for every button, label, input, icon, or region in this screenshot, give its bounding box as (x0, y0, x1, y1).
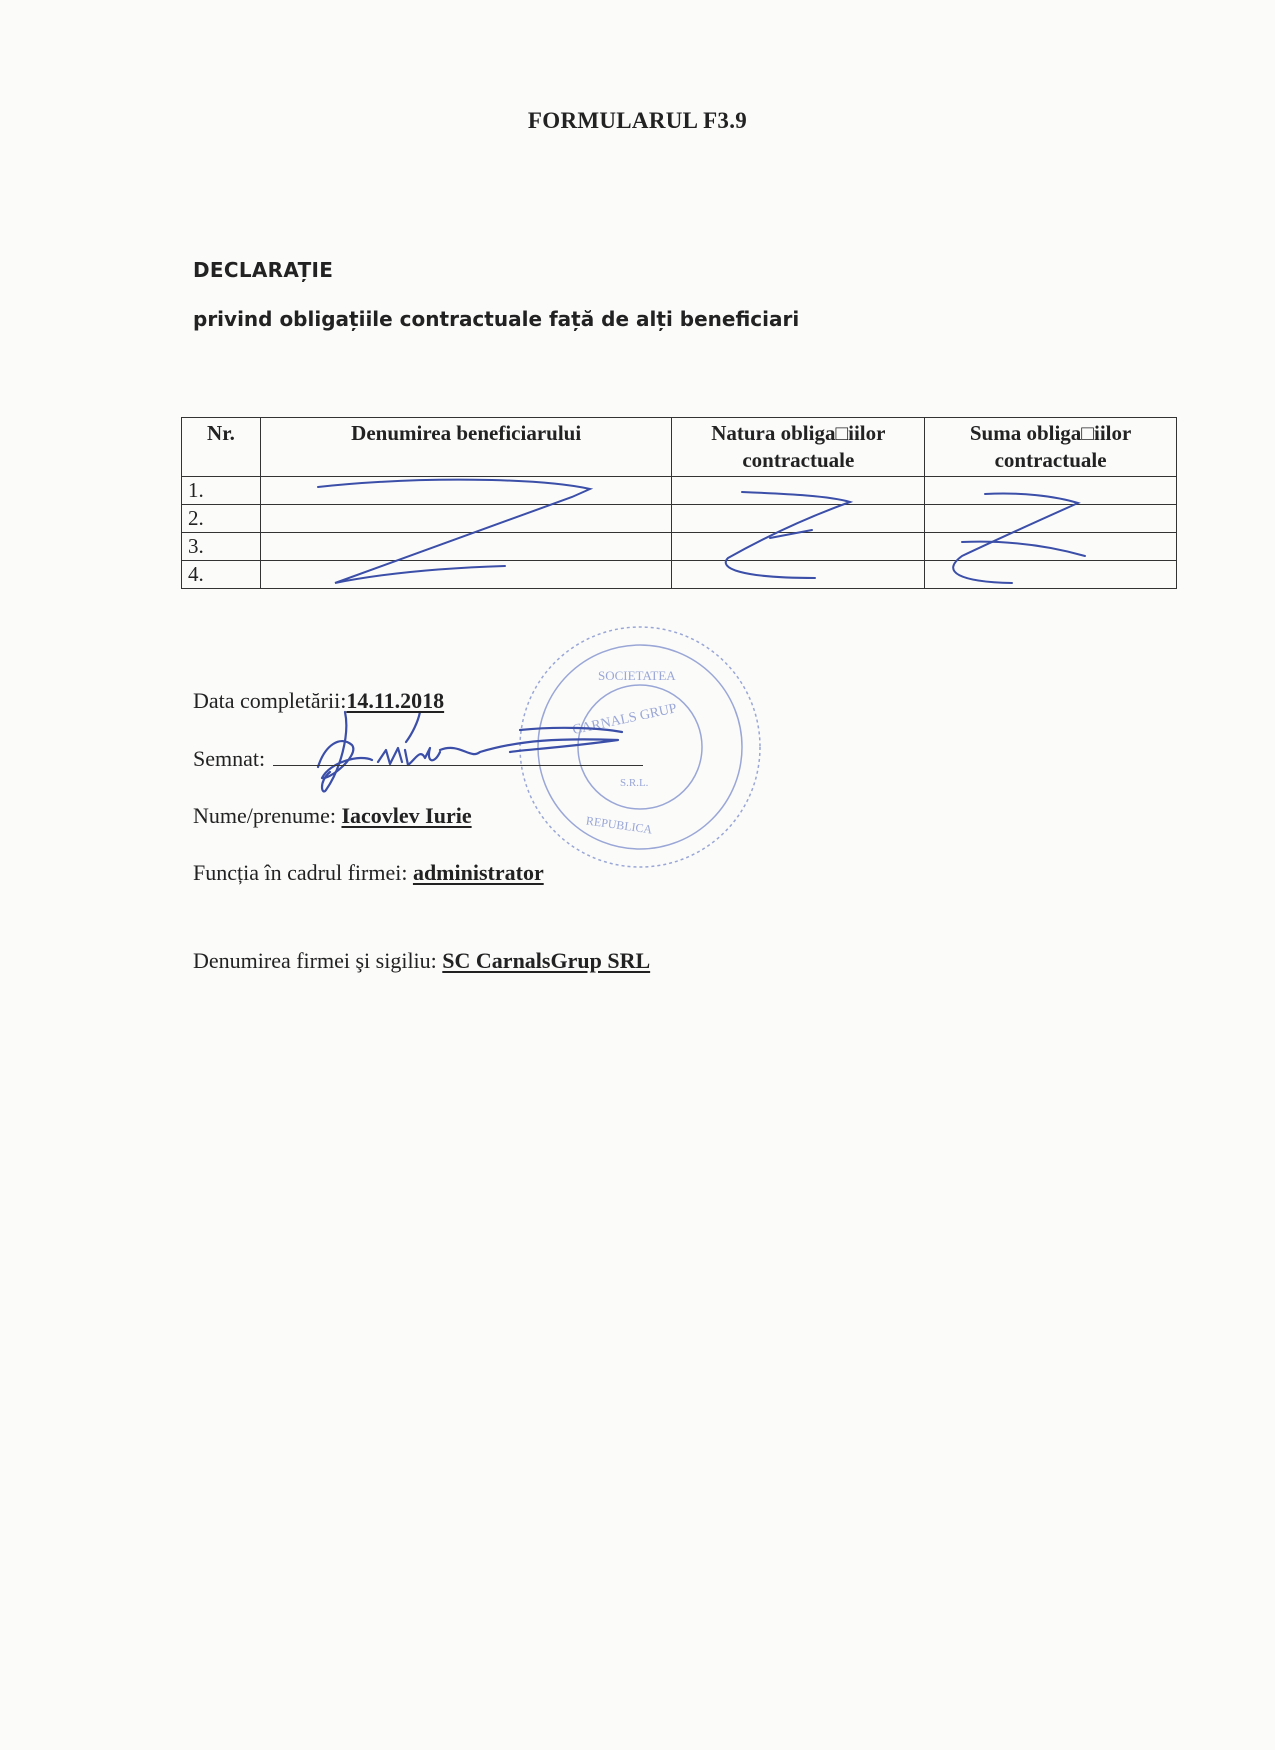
obligations-table (181, 417, 1177, 589)
company-line (193, 948, 650, 974)
table-row (182, 477, 1177, 505)
function-label: Funcția în cadrul firmei: (193, 860, 408, 885)
declaration-subtitle: privind obligațiile contractuale față de alți beneficiari (193, 307, 800, 331)
table-row (182, 533, 1177, 561)
completion-date-label: Data completării: (193, 688, 347, 713)
signature-line (193, 745, 643, 772)
beneficiary-cell (260, 477, 672, 505)
table-header-row (182, 418, 1177, 477)
row-number: 3. (182, 533, 261, 561)
table-row (182, 505, 1177, 533)
beneficiary-cell (260, 505, 672, 533)
row-number: 2. (182, 505, 261, 533)
table-row (182, 561, 1177, 589)
svg-text:REPUBLICA: REPUBLICA (585, 813, 654, 837)
header-obligation-nature: Natura obliga□iilor contractuale (672, 418, 925, 477)
nature-cell (672, 477, 925, 505)
signature-underline (273, 745, 643, 766)
header-obligation-sum: Suma obliga□iilor contractuale (925, 418, 1177, 477)
sum-cell (925, 505, 1177, 533)
full-name-label: Nume/prenume: (193, 803, 336, 828)
completion-date-value: 14.11.2018 (346, 688, 445, 713)
row-number: 1. (182, 477, 261, 505)
header-beneficiary-name: Denumirea beneficiarului (260, 418, 672, 477)
declaration-title: DECLARAȚIE (193, 258, 334, 282)
nature-cell (672, 505, 925, 533)
svg-text:SOCIETATEA: SOCIETATEA (598, 668, 676, 683)
beneficiary-cell (260, 561, 672, 589)
full-name-line (193, 803, 472, 829)
header-nr: Nr. (182, 418, 261, 477)
completion-date-line (193, 688, 444, 714)
company-label: Denumirea firmei şi sigiliu: (193, 948, 437, 973)
function-line (193, 860, 544, 886)
company-value: SC CarnalsGrup SRL (442, 948, 651, 973)
row-number: 4. (182, 561, 261, 589)
form-code: FORMULARUL F3.9 (527, 108, 748, 133)
sum-cell (925, 477, 1177, 505)
svg-text:CARNALS GRUP: CARNALS GRUP (571, 701, 679, 739)
nature-cell (672, 533, 925, 561)
beneficiary-cell (260, 533, 672, 561)
sum-cell (925, 561, 1177, 589)
function-value: administrator (412, 860, 544, 885)
signed-label: Semnat: (193, 746, 266, 771)
full-name-value: Iacovlev Iurie (341, 803, 472, 828)
nature-cell (672, 561, 925, 589)
svg-text:S.R.L.: S.R.L. (620, 777, 649, 789)
sum-cell (925, 533, 1177, 561)
